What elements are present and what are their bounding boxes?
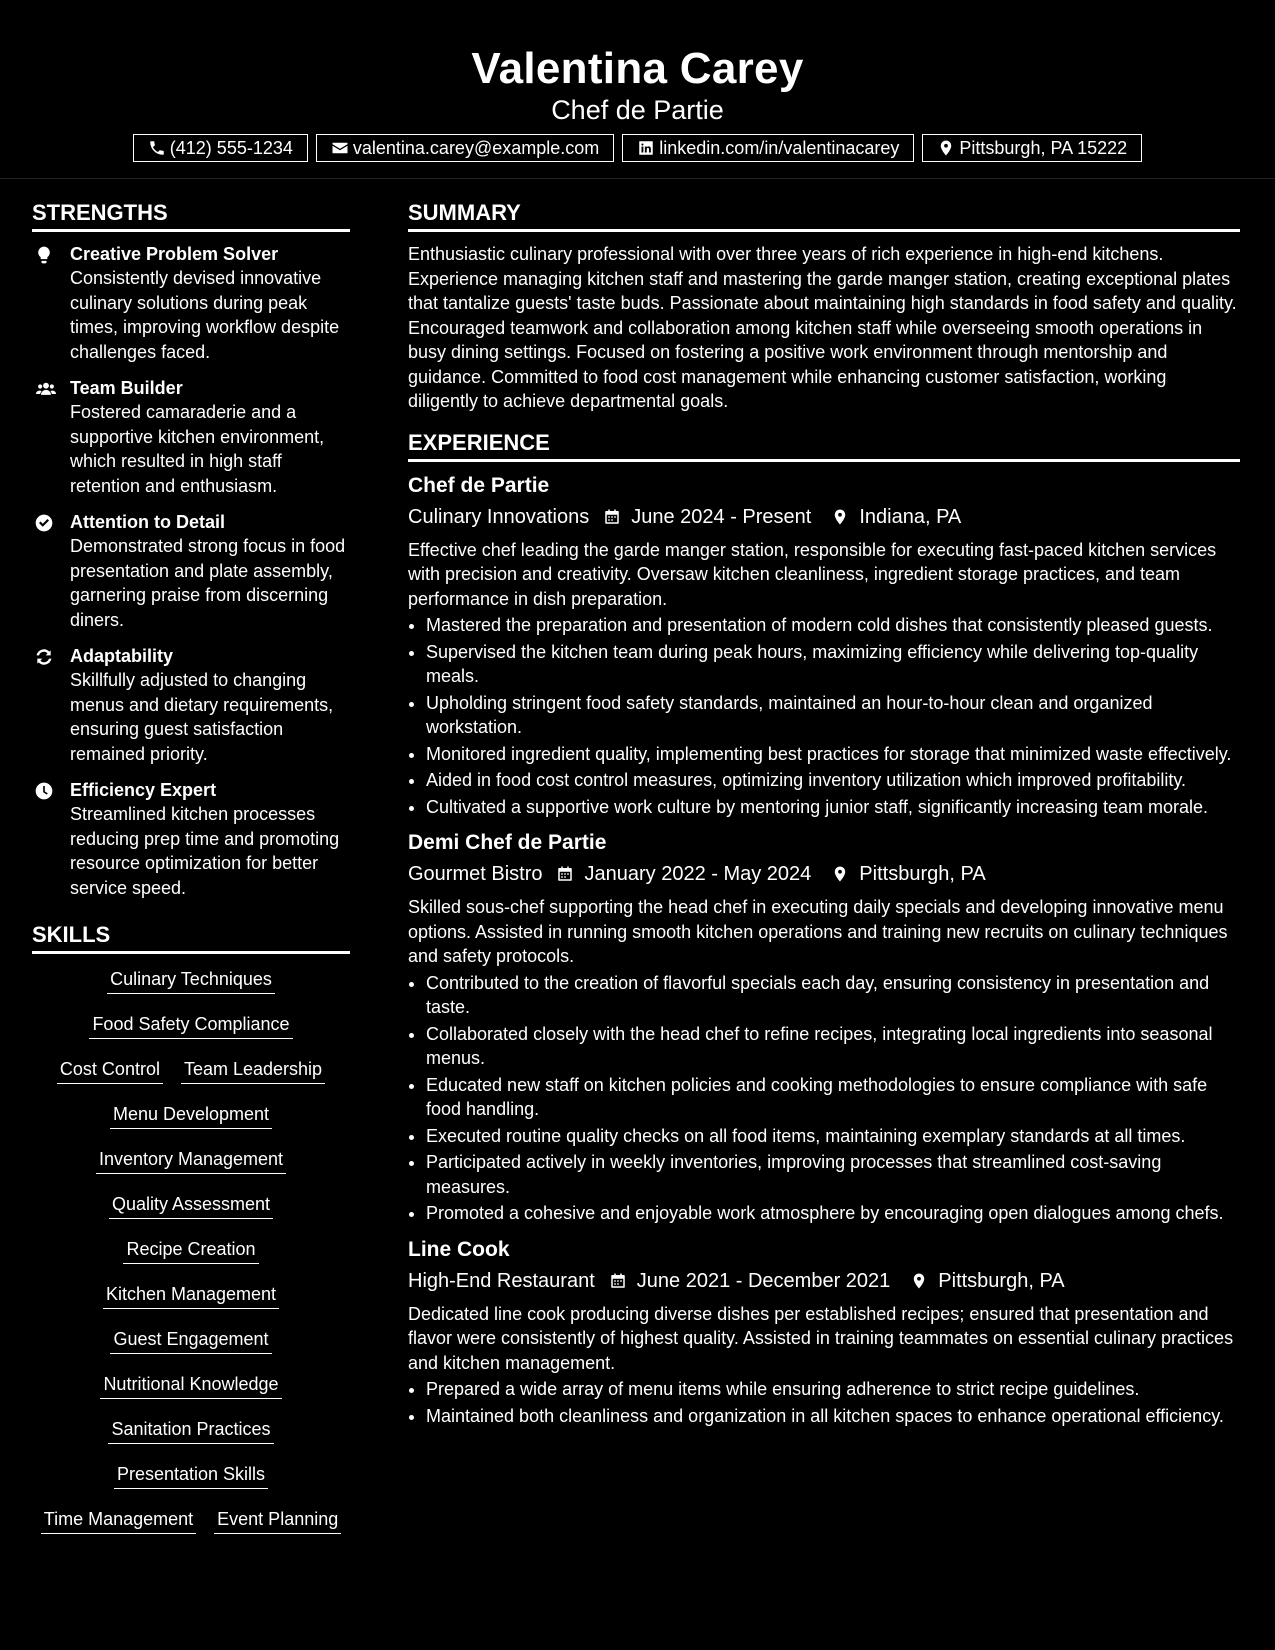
job-entry: [408, 472, 1240, 820]
job-company: Culinary Innovations: [408, 505, 590, 528]
candidate-name: Valentina Carey: [471, 44, 804, 93]
right-column: [408, 198, 1240, 1438]
contact-phone-text: (412) 555-1234: [169, 138, 293, 158]
strength-title: Team Builder: [70, 378, 183, 398]
contact-linkedin-text: linkedin.com/in/valentinacarey: [659, 138, 900, 158]
job-bullet: • Participated actively in weekly inventories, improving processes that streamlined cost-saving measures.: [426, 1150, 1240, 1199]
map-pin-icon: [910, 1272, 928, 1290]
strength-item: [32, 644, 350, 766]
contact-linkedin[interactable]: [622, 134, 914, 162]
strength-description: Streamlined kitchen processes reducing prep time and promoting resource optimization for better service speed.: [70, 804, 340, 898]
job-bullets: [408, 971, 1240, 1226]
job-location: Pittsburgh, PA: [859, 863, 986, 885]
contact-email[interactable]: [316, 134, 614, 162]
skill-tag: Kitchen Management: [103, 1283, 279, 1309]
users-icon: [34, 379, 58, 399]
skill-tag: Sanitation Practices: [108, 1418, 273, 1444]
envelope-icon: [331, 139, 349, 157]
job-bullet: • Promoted a cohesive and enjoyable work atmosphere by encouraging open dialogues among chefs.: [426, 1201, 1240, 1226]
skill-tag: Presentation Skills: [114, 1463, 268, 1489]
job-location: Pittsburgh, PA: [938, 1269, 1065, 1292]
job-description: Effective chef leading the garde manger station, responsible for executing fast-paced kitchen services with precision and creativity. Oversaw kitchen cleanliness, ingredient storage practices, and team performance in dish preparation.: [408, 539, 1217, 609]
skill-tag: Quality Assessment: [109, 1193, 273, 1219]
skill-tag: Team Leadership: [181, 1058, 325, 1084]
skill-tag: Event Planning: [214, 1508, 341, 1534]
job-bullet: • Contributed to the creation of flavorful specials each day, ensuring consistency in presentation and taste.: [426, 971, 1240, 1020]
strength-title: Attention to Detail: [70, 512, 225, 532]
skill-tag: Food Safety Compliance: [89, 1013, 292, 1039]
skill-tag: Inventory Management: [96, 1148, 286, 1174]
check-circle-icon: [34, 513, 54, 533]
job-bullet: • Collaborated closely with the head chef to refine recipes, integrating local ingredients into seasonal menus.: [426, 1022, 1240, 1071]
summary-text: Enthusiastic culinary professional with over three years of rich experience in high-end kitchens. Experience managing kitchen staff and mastering the garde manger station, creating exceptional plates that tantalize guests' taste buds. Passionate about maintaining high standards in food safety and quality. Encouraged teamwork and collaboration among kitchen staff while overseeing smooth operations in busy dining settings. Focused on fostering a positive work environment through mentorship and guidance. Committed to food cost management while enhancing customer satisfaction, working diligently to achieve departmental goals.: [408, 244, 1237, 411]
job-meta: [408, 502, 1240, 532]
job-bullets: [408, 1377, 1240, 1428]
strength-description: Fostered camaraderie and a supportive kitchen environment, which resulted in high staff retention and enthusiasm.: [70, 402, 325, 496]
header-divider: [0, 178, 1275, 179]
calendar-icon: [603, 508, 621, 526]
strength-description: Skillfully adjusted to changing menus and dietary requirements, ensuring guest satisfaction remained priority.: [70, 670, 334, 764]
contact-email-text: valentina.carey@example.com: [352, 138, 600, 158]
skill-tag: Time Management: [41, 1508, 196, 1534]
job-entry: [408, 829, 1240, 1226]
skill-tag: Menu Development: [110, 1103, 272, 1129]
job-bullet: • Prepared a wide array of menu items while ensuring adherence to strict recipe guidelines.: [426, 1377, 1240, 1402]
skills-heading: SKILLS: [32, 920, 350, 954]
skill-tag: Nutritional Knowledge: [100, 1373, 281, 1399]
job-company: High-End Restaurant: [408, 1269, 595, 1292]
job-dates: June 2024 - Present: [631, 505, 812, 528]
job-dates: January 2022 - May 2024: [584, 863, 812, 885]
job-meta: [408, 1266, 1240, 1296]
candidate-role: Chef de Partie: [551, 95, 724, 125]
strength-title: Adaptability: [70, 646, 174, 666]
skills-list: [32, 968, 350, 1553]
strengths-heading: STRENGTHS: [32, 198, 350, 232]
calendar-icon: [609, 1272, 627, 1290]
skill-tag: Recipe Creation: [123, 1238, 258, 1264]
job-bullet: • Cultivated a supportive work culture by mentoring junior staff, significantly increasing team morale.: [426, 795, 1240, 820]
job-bullets: [408, 613, 1240, 819]
refresh-icon: [34, 647, 54, 667]
map-pin-icon: [831, 865, 849, 883]
contact-location-text: Pittsburgh, PA 15222: [959, 138, 1128, 158]
summary-heading: SUMMARY: [408, 198, 1240, 232]
map-pin-icon: [831, 508, 849, 526]
linkedin-icon: [637, 139, 655, 157]
strength-item: [32, 510, 350, 632]
map-pin-icon: [937, 139, 955, 157]
job-title: Line Cook: [408, 1237, 510, 1261]
strength-item: [32, 778, 350, 900]
job-bullet: • Monitored ingredient quality, implementing best practices for storage that minimized waste effectively.: [426, 742, 1240, 767]
strength-title: Creative Problem Solver: [70, 244, 279, 264]
contact-bar: [0, 134, 1275, 162]
phone-icon: [148, 139, 166, 157]
lightbulb-icon: [34, 245, 54, 265]
job-bullet: • Executed routine quality checks on all food items, maintaining exemplary standards at all times.: [426, 1124, 1240, 1149]
strength-description: Consistently devised innovative culinary solutions during peak times, improving workflow despite challenges faced.: [70, 268, 340, 362]
strength-item: [32, 376, 350, 498]
job-location: Indiana, PA: [859, 505, 962, 528]
job-bullet: • Educated new staff on kitchen policies and cooking methodologies to ensure compliance with safe food handling.: [426, 1073, 1240, 1122]
contact-phone[interactable]: [133, 134, 308, 162]
job-description: Dedicated line cook producing diverse dishes per established recipes; ensured that presentation and flavor were consistently of highest quality. Assisted in training teammates on essential culinary practices and kitchen management.: [408, 1303, 1234, 1373]
job-meta: [408, 859, 1240, 889]
strength-description: Demonstrated strong focus in food presentation and plate assembly, garnering praise from discerning diners.: [70, 536, 346, 630]
job-entry: [408, 1236, 1240, 1429]
skill-tag: Culinary Techniques: [107, 968, 275, 994]
strength-item: [32, 242, 350, 364]
job-bullet: • Mastered the preparation and presentation of modern cold dishes that consistently pleased guests.: [426, 613, 1240, 638]
skill-tag: Guest Engagement: [110, 1328, 271, 1354]
job-dates: June 2021 - December 2021: [636, 1269, 891, 1292]
job-company: Gourmet Bistro: [408, 863, 543, 885]
job-bullet: • Aided in food cost control measures, optimizing inventory utilization which improved profitability.: [426, 768, 1240, 793]
experience-heading: EXPERIENCE: [408, 428, 1240, 462]
job-description: Skilled sous-chef supporting the head chef in executing daily specials and developing innovative menu options. Assisted in running smooth kitchen operations and training new recruits on culinary techniques and safety protocols.: [408, 897, 1228, 966]
clock-icon: [34, 781, 54, 801]
strength-title: Efficiency Expert: [70, 780, 217, 800]
calendar-icon: [556, 865, 574, 883]
job-title: Demi Chef de Partie: [408, 831, 607, 854]
job-bullet: • Supervised the kitchen team during peak hours, maximizing efficiency while delivering top-quality meals.: [426, 640, 1240, 689]
job-title: Chef de Partie: [408, 473, 550, 497]
job-bullet: • Maintained both cleanliness and organization in all kitchen spaces to enhance operational efficiency.: [426, 1404, 1240, 1429]
job-bullet: • Upholding stringent food safety standards, maintained an hour-to-hour clean and organized workstation.: [426, 691, 1240, 740]
skill-tag: Cost Control: [57, 1058, 163, 1084]
contact-location[interactable]: [922, 134, 1142, 162]
left-column: [32, 198, 350, 1553]
resume-header: [0, 0, 1275, 162]
